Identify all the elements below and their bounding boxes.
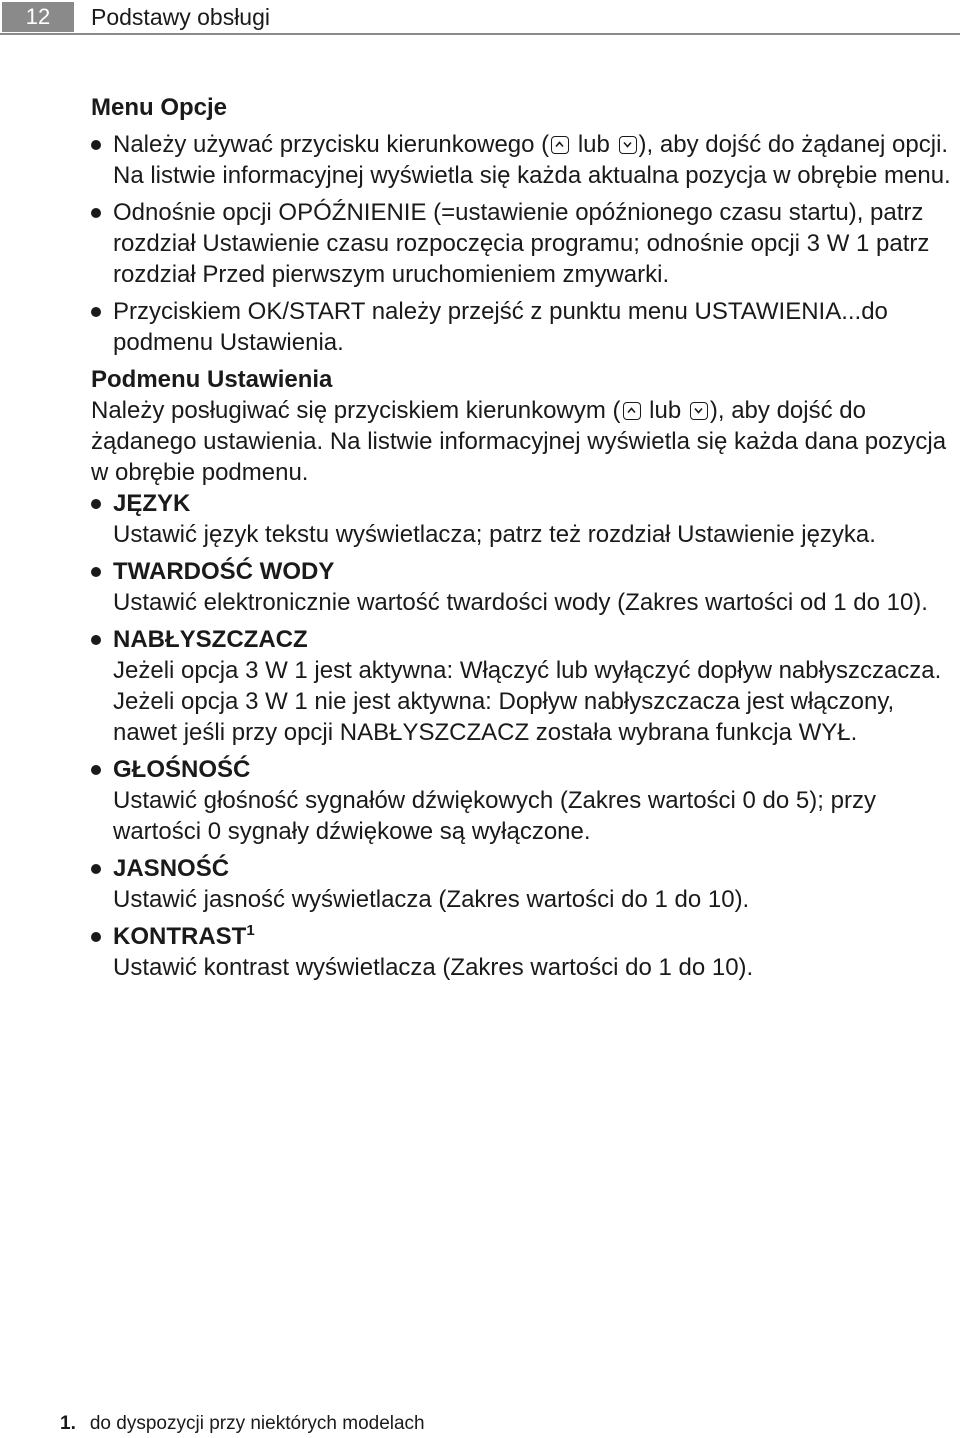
intro-text: lub [642, 397, 688, 424]
list-item-text: lub [571, 131, 617, 158]
setting-description: Ustawić język tekstu wyświetlacza; patrz też rozdział Ustawienie języka. [113, 521, 876, 548]
page-number: 12 [2, 2, 74, 32]
setting-title: TWARDOŚĆ WODY [113, 558, 335, 585]
menu-opcje-list [91, 129, 951, 358]
list-item: Przyciskiem OK/START należy przejść z punktu menu USTAWIENIA...do podmenu Ustawienia. [91, 296, 951, 358]
podmenu-intro [91, 395, 951, 488]
setting-item-glosnosc [91, 754, 951, 847]
setting-title [113, 921, 951, 952]
section-heading-menu-opcje: Menu Opcje [91, 94, 228, 121]
footnote [60, 1412, 425, 1436]
chevron-up-key-icon [551, 136, 569, 154]
footnote-ref: 1 [246, 922, 255, 939]
chevron-down-key-icon [619, 136, 637, 154]
list-item: Odnośnie opcji OPÓŹNIENIE (=ustawienie opóźnionego czasu startu), patrz rozdział Ustawienie czasu rozpoczęcia programu; odnośnie opcji 3 W 1 patrz rozdział Przed pierwszym uruchomieniem zmywarki. [91, 197, 951, 290]
setting-description: Ustawić kontrast wyświetlacza (Zakres wartości do 1 do 10). [113, 954, 754, 981]
setting-title: JASNOŚĆ [113, 855, 230, 882]
intro-text: ), aby dojść do żądanego ustawienia. Na listwie informacyjnej wyświetla się każda dana pozycja w obrębie podmenu. [91, 397, 947, 486]
setting-description: Ustawić elektronicznie wartość twardości wody (Zakres wartości od 1 do 10). [113, 589, 928, 616]
setting-item-jasnosc [91, 853, 951, 915]
footnote-text: do dyspozycji przy niektórych modelach [89, 1413, 425, 1434]
settings-list [91, 488, 951, 983]
footnote-number: 1. [60, 1413, 76, 1434]
setting-title: NABŁYSZCZACZ [113, 626, 308, 653]
setting-title: GŁOŚNOŚĆ [113, 756, 251, 783]
setting-item-twardosc-wody [91, 556, 951, 618]
setting-title: JĘZYK [113, 490, 191, 517]
header-rule [0, 33, 960, 35]
chevron-up-key-icon [623, 402, 641, 420]
setting-description-2: Jeżeli opcja 3 W 1 nie jest aktywna: Dopływ nabłyszczacza jest włączony, nawet jeśli przy opcji NABŁYSZCZACZ została wybrana funkcja WYŁ. [113, 688, 895, 746]
intro-text: Należy posługiwać się przyciskiem kierunkowym ( [91, 397, 621, 424]
setting-item-jezyk [91, 488, 951, 550]
main-content [91, 92, 951, 989]
list-item-text: ), aby dojść do żądanej opcji. Na listwie informacyjnej wyświetla się każda aktualna pozycja w obrębie menu. [113, 131, 951, 189]
setting-item-nablyszczacz [91, 624, 951, 748]
section-heading-podmenu: Podmenu Ustawienia [91, 366, 333, 393]
list-item [91, 129, 951, 191]
setting-description: Ustawić jasność wyświetlacza (Zakres wartości do 1 do 10). [113, 886, 750, 913]
header-title: Podstawy obsługi [91, 4, 270, 30]
setting-item-kontrast [91, 921, 951, 983]
page-header [0, 0, 960, 34]
setting-title-text: KONTRAST [113, 923, 247, 950]
list-item-text: Należy używać przycisku kierunkowego ( [113, 131, 550, 158]
setting-description: Jeżeli opcja 3 W 1 jest aktywna: Włączyć lub wyłączyć dopływ nabłyszczacza. [113, 657, 942, 684]
chevron-down-key-icon [690, 402, 708, 420]
setting-description: Ustawić głośność sygnałów dźwiękowych (Zakres wartości 0 do 5); przy wartości 0 sygnały dźwiękowe są wyłączone. [113, 787, 876, 845]
